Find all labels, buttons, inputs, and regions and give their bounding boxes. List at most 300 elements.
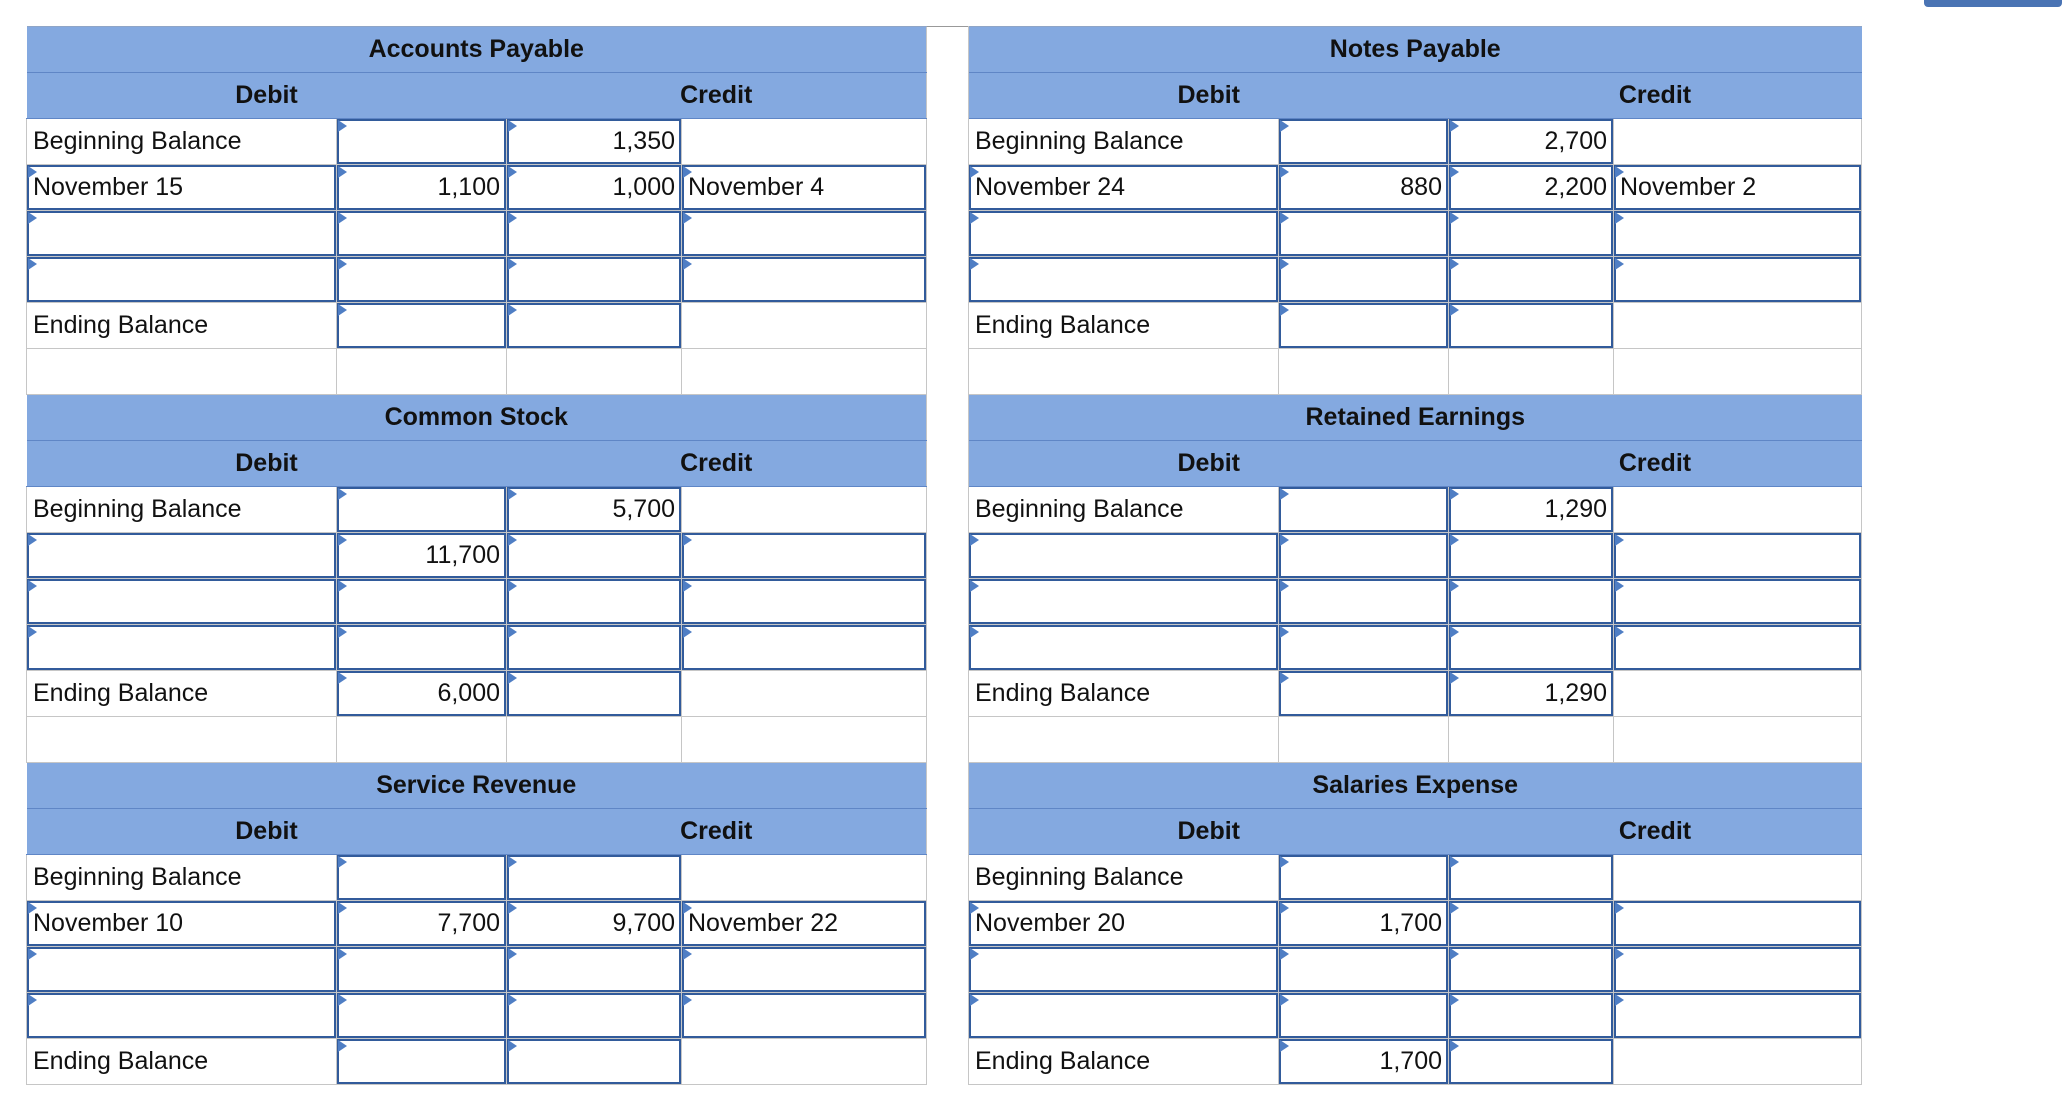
entry-date-input[interactable] [969,165,1279,211]
credit-amount-input-text [675,311,681,339]
spacer-cell [1449,717,1614,763]
memo-cell [1614,119,1862,165]
debit-amount-input[interactable] [1279,257,1449,303]
row-label-text: Beginning Balance [33,863,242,891]
input-marker-icon [1280,488,1295,500]
input-marker-icon [508,258,523,270]
input-marker-icon [1450,626,1465,638]
column-gap [927,855,969,901]
spacer-cell [337,717,507,763]
scroll-tab-indicator [1924,0,2062,7]
input-marker-icon [1280,166,1295,178]
credit-amount-input-text [1607,1047,1613,1075]
credit-amount-input[interactable] [1449,119,1614,165]
credit-amount-input[interactable] [507,487,682,533]
credit-amount-input[interactable] [1449,671,1614,717]
input-marker-icon [338,994,353,1006]
column-gap [927,303,969,349]
debit-amount-input[interactable] [1279,533,1449,579]
debit-amount-input-text [500,311,506,339]
row-label-text: Ending Balance [975,679,1151,707]
account-title-text: Notes Payable [1329,35,1501,63]
debit-amount-input[interactable] [1279,579,1449,625]
entry-date-input[interactable] [27,533,337,579]
credit-date-input[interactable] [1614,165,1862,211]
credit-date-input-text: November 2 [1620,173,1757,201]
credit-date-input[interactable] [1614,901,1862,947]
row-label [27,1039,337,1085]
spacer-cell [969,717,1279,763]
memo-cell [682,1039,927,1085]
input-marker-icon [1280,672,1295,684]
input-marker-icon [1450,580,1465,592]
debit-amount-input[interactable] [337,533,507,579]
input-marker-icon [1450,902,1465,914]
input-marker-icon [1450,534,1465,546]
credit-amount-input-text [675,541,681,569]
memo-cell [1614,1039,1862,1085]
row-label [969,855,1279,901]
input-marker-icon [1280,948,1295,960]
row-label [27,119,337,165]
debit-amount-input[interactable] [337,947,507,993]
debit-amount-input[interactable] [1279,165,1449,211]
debit-amount-input-text: 880 [1400,173,1442,201]
input-marker-icon [683,534,698,546]
credit-amount-input[interactable] [507,855,682,901]
credit-header [1449,441,1862,487]
credit-amount-input-text [1607,541,1613,569]
entry-date-input[interactable] [27,947,337,993]
debit-amount-input-text [1442,587,1448,615]
debit-header [969,441,1449,487]
credit-date-input[interactable] [1614,211,1862,257]
spacer-cell [507,349,682,395]
credit-amount-input-text [675,587,681,615]
credit-date-input[interactable] [1614,625,1862,671]
salaries-expense-title [969,763,1862,809]
credit-amount-input[interactable] [1449,257,1614,303]
input-marker-icon [1450,304,1465,316]
debit-amount-input-text: 1,700 [1379,1047,1442,1075]
column-gap [927,763,969,809]
row-label-text: Beginning Balance [33,127,242,155]
debit-amount-input[interactable] [1279,211,1449,257]
input-marker-icon [683,212,698,224]
entry-date-input-text: November 15 [33,173,184,201]
credit-header-text: Credit [1618,449,1692,477]
entry-date-input[interactable] [969,947,1279,993]
input-marker-icon [970,994,985,1006]
entry-date-input-text: November 10 [33,909,184,937]
input-marker-icon [1450,120,1465,132]
debit-amount-input-text [500,495,506,523]
input-marker-icon [1450,856,1465,868]
input-marker-icon [1615,948,1630,960]
memo-cell-text [682,863,688,891]
input-marker-icon [338,1040,353,1052]
debit-amount-input[interactable] [1279,487,1449,533]
credit-date-input[interactable] [1614,533,1862,579]
credit-amount-input[interactable] [507,533,682,579]
row-label-text: Beginning Balance [975,127,1184,155]
spacer-cell [1614,349,1862,395]
debit-amount-input[interactable] [337,625,507,671]
column-gap [927,717,969,763]
credit-amount-input-text [675,679,681,707]
credit-amount-input-text [1607,863,1613,891]
input-marker-icon [338,534,353,546]
credit-amount-input[interactable] [507,671,682,717]
account-title-text: Accounts Payable [368,35,584,63]
input-marker-icon [1615,258,1630,270]
column-gap [927,349,969,395]
debit-amount-input[interactable] [337,119,507,165]
credit-date-input[interactable] [682,993,927,1039]
input-marker-icon [338,258,353,270]
row-label [969,671,1279,717]
credit-date-input[interactable] [682,533,927,579]
input-marker-icon [28,902,43,914]
debit-amount-input[interactable] [337,579,507,625]
input-marker-icon [1615,626,1630,638]
column-gap [927,257,969,303]
debit-amount-input[interactable] [337,303,507,349]
input-marker-icon [1615,994,1630,1006]
input-marker-icon [28,212,43,224]
column-gap [927,993,969,1039]
input-marker-icon [1450,212,1465,224]
debit-header-text: Debit [1177,81,1240,109]
credit-amount-input[interactable] [507,119,682,165]
credit-date-input[interactable] [682,165,927,211]
input-marker-icon [1450,948,1465,960]
input-marker-icon [970,626,985,638]
credit-amount-input-text: 1,290 [1544,495,1607,523]
input-marker-icon [338,948,353,960]
debit-amount-input[interactable] [337,671,507,717]
input-marker-icon [1615,534,1630,546]
credit-amount-input-text: 9,700 [612,909,675,937]
debit-amount-input-text: 7,700 [437,909,500,937]
credit-date-input[interactable] [1614,993,1862,1039]
credit-amount-input-text [675,955,681,983]
input-marker-icon [508,166,523,178]
input-marker-icon [508,212,523,224]
credit-amount-input[interactable] [1449,211,1614,257]
input-marker-icon [508,856,523,868]
credit-amount-input[interactable] [1449,1039,1614,1085]
column-gap [927,395,969,441]
debit-header [969,809,1449,855]
memo-cell [1614,671,1862,717]
credit-amount-input[interactable] [1449,993,1614,1039]
account-title-text: Service Revenue [376,771,577,799]
credit-date-input[interactable] [682,901,927,947]
input-marker-icon [683,948,698,960]
memo-cell-text [1614,495,1620,523]
credit-amount-input-text: 1,350 [612,127,675,155]
debit-amount-input-text [1442,1001,1448,1029]
column-gap [927,487,969,533]
input-marker-icon [338,672,353,684]
accounts-payable-title [27,27,927,73]
entry-date-input[interactable] [27,625,337,671]
column-gap [927,533,969,579]
credit-header-text: Credit [1618,81,1692,109]
memo-cell [682,855,927,901]
input-marker-icon [28,258,43,270]
credit-header [507,73,927,119]
column-gap [927,671,969,717]
credit-amount-input-text: 2,700 [1544,127,1607,155]
column-gap [927,625,969,671]
entry-date-input[interactable] [969,257,1279,303]
row-label-text: Beginning Balance [975,863,1184,891]
input-marker-icon [970,580,985,592]
debit-amount-input-text [1442,679,1448,707]
input-marker-icon [508,672,523,684]
credit-amount-input[interactable] [507,1039,682,1085]
credit-amount-input[interactable] [507,625,682,671]
column-gap [927,441,969,487]
credit-date-input[interactable] [1614,257,1862,303]
memo-cell-text [1614,863,1620,891]
debit-amount-input[interactable] [1279,625,1449,671]
debit-amount-input-text [1442,219,1448,247]
credit-date-input[interactable] [1614,947,1862,993]
credit-amount-input[interactable] [1449,947,1614,993]
input-marker-icon [508,488,523,500]
credit-date-input[interactable] [682,579,927,625]
credit-amount-input[interactable] [1449,303,1614,349]
credit-amount-input[interactable] [507,165,682,211]
input-marker-icon [683,166,698,178]
entry-date-input[interactable] [969,993,1279,1039]
input-marker-icon [1280,626,1295,638]
input-marker-icon [1615,166,1630,178]
entry-date-input[interactable] [27,165,337,211]
entry-date-input[interactable] [27,993,337,1039]
memo-cell-text [1614,679,1620,707]
row-label-text: Ending Balance [975,311,1151,339]
credit-amount-input[interactable] [1449,625,1614,671]
column-gap [927,73,969,119]
input-marker-icon [1280,994,1295,1006]
debit-amount-input-text [1442,311,1448,339]
input-marker-icon [683,902,698,914]
input-marker-icon [338,856,353,868]
input-marker-icon [1450,672,1465,684]
row-label-text: Ending Balance [33,311,209,339]
memo-cell-text [1614,311,1620,339]
debit-amount-input[interactable] [337,993,507,1039]
debit-amount-input[interactable] [337,487,507,533]
spacer-cell [337,349,507,395]
entry-date-input[interactable] [969,625,1279,671]
credit-date-input-text: November 22 [688,909,839,937]
debit-header-text: Debit [1177,817,1240,845]
input-marker-icon [1615,580,1630,592]
input-marker-icon [338,626,353,638]
input-marker-icon [1280,534,1295,546]
retained-earnings-title [969,395,1862,441]
debit-amount-input[interactable] [1279,1039,1449,1085]
input-marker-icon [28,580,43,592]
entry-date-input[interactable] [969,901,1279,947]
entry-date-input[interactable] [969,211,1279,257]
column-gap [927,1039,969,1085]
input-marker-icon [508,948,523,960]
credit-amount-input-text [675,863,681,891]
row-label [969,487,1279,533]
credit-date-input-text: November 4 [688,173,825,201]
input-marker-icon [683,580,698,592]
credit-amount-input-text [1607,587,1613,615]
input-marker-icon [508,534,523,546]
spacer-cell [507,717,682,763]
row-label [969,1039,1279,1085]
credit-amount-input-text [1607,909,1613,937]
debit-amount-input-text [1442,495,1448,523]
memo-cell-text [682,679,688,707]
entry-date-input[interactable] [27,257,337,303]
entry-date-input[interactable] [27,211,337,257]
input-marker-icon [338,166,353,178]
debit-header-text: Debit [235,81,298,109]
debit-amount-input[interactable] [1279,855,1449,901]
credit-amount-input[interactable] [1449,165,1614,211]
input-marker-icon [338,580,353,592]
credit-amount-input[interactable] [507,303,682,349]
credit-date-input[interactable] [1614,579,1862,625]
entry-date-input-text: November 24 [975,173,1126,201]
input-marker-icon [1280,580,1295,592]
credit-header-text: Credit [1618,817,1692,845]
debit-amount-input[interactable] [337,1039,507,1085]
credit-amount-input-text [675,265,681,293]
spacer-cell [1279,349,1449,395]
spacer-cell [682,349,927,395]
spacer-cell [1279,717,1449,763]
debit-amount-input[interactable] [337,165,507,211]
debit-amount-input[interactable] [337,901,507,947]
debit-header-text: Debit [235,449,298,477]
credit-amount-input[interactable] [1449,533,1614,579]
debit-amount-input-text [500,955,506,983]
credit-amount-input-text [1607,265,1613,293]
credit-date-input[interactable] [682,947,927,993]
input-marker-icon [1280,1040,1295,1052]
credit-amount-input[interactable] [507,947,682,993]
input-marker-icon [338,304,353,316]
credit-amount-input[interactable] [1449,487,1614,533]
column-gap [927,809,969,855]
debit-amount-input-text: 11,700 [425,541,500,569]
credit-header-text: Credit [680,81,753,109]
spacer-cell [27,349,337,395]
input-marker-icon [1450,488,1465,500]
input-marker-icon [28,994,43,1006]
entry-date-input-text: November 20 [975,909,1126,937]
debit-amount-input-text [500,587,506,615]
input-marker-icon [28,626,43,638]
column-gap [927,947,969,993]
input-marker-icon [338,212,353,224]
debit-amount-input[interactable] [1279,671,1449,717]
debit-header [27,441,507,487]
credit-date-input[interactable] [682,625,927,671]
account-title-text: Retained Earnings [1305,403,1525,431]
credit-amount-input[interactable] [1449,579,1614,625]
debit-amount-input[interactable] [337,257,507,303]
common-stock-title [27,395,927,441]
entry-date-input[interactable] [969,533,1279,579]
credit-header [1449,73,1862,119]
row-label [969,119,1279,165]
debit-amount-input-text [500,863,506,891]
debit-amount-input-text [500,265,506,293]
input-marker-icon [1450,994,1465,1006]
input-marker-icon [1450,166,1465,178]
row-label-text: Ending Balance [975,1047,1151,1075]
input-marker-icon [508,120,523,132]
row-label-text: Beginning Balance [975,495,1184,523]
memo-cell-text [682,311,688,339]
input-marker-icon [508,626,523,638]
credit-amount-input[interactable] [507,211,682,257]
debit-amount-input[interactable] [1279,119,1449,165]
credit-amount-input[interactable] [507,993,682,1039]
input-marker-icon [1280,120,1295,132]
debit-amount-input[interactable] [1279,947,1449,993]
debit-amount-input[interactable] [1279,303,1449,349]
credit-date-input[interactable] [682,211,927,257]
credit-amount-input[interactable] [507,579,682,625]
input-marker-icon [970,212,985,224]
debit-header [27,809,507,855]
memo-cell-text [682,1047,688,1075]
column-gap [927,119,969,165]
spacer-cell [1449,349,1614,395]
entry-date-input[interactable] [27,579,337,625]
spacer-cell [682,717,927,763]
debit-amount-input-text [1442,863,1448,891]
debit-amount-input-text [500,1047,506,1075]
row-label [27,855,337,901]
column-gap [927,211,969,257]
credit-amount-input[interactable] [1449,855,1614,901]
debit-amount-input[interactable] [337,211,507,257]
memo-cell-text [1614,127,1620,155]
input-marker-icon [28,166,43,178]
credit-amount-input[interactable] [1449,901,1614,947]
debit-amount-input[interactable] [337,855,507,901]
credit-header [507,441,927,487]
debit-amount-input[interactable] [1279,993,1449,1039]
input-marker-icon [1615,902,1630,914]
input-marker-icon [1450,1040,1465,1052]
credit-date-input[interactable] [682,257,927,303]
input-marker-icon [508,1040,523,1052]
input-marker-icon [508,902,523,914]
entry-date-input[interactable] [27,901,337,947]
credit-amount-input[interactable] [507,257,682,303]
entry-date-input[interactable] [969,579,1279,625]
credit-amount-input[interactable] [507,901,682,947]
debit-header [969,73,1449,119]
debit-amount-input[interactable] [1279,901,1449,947]
